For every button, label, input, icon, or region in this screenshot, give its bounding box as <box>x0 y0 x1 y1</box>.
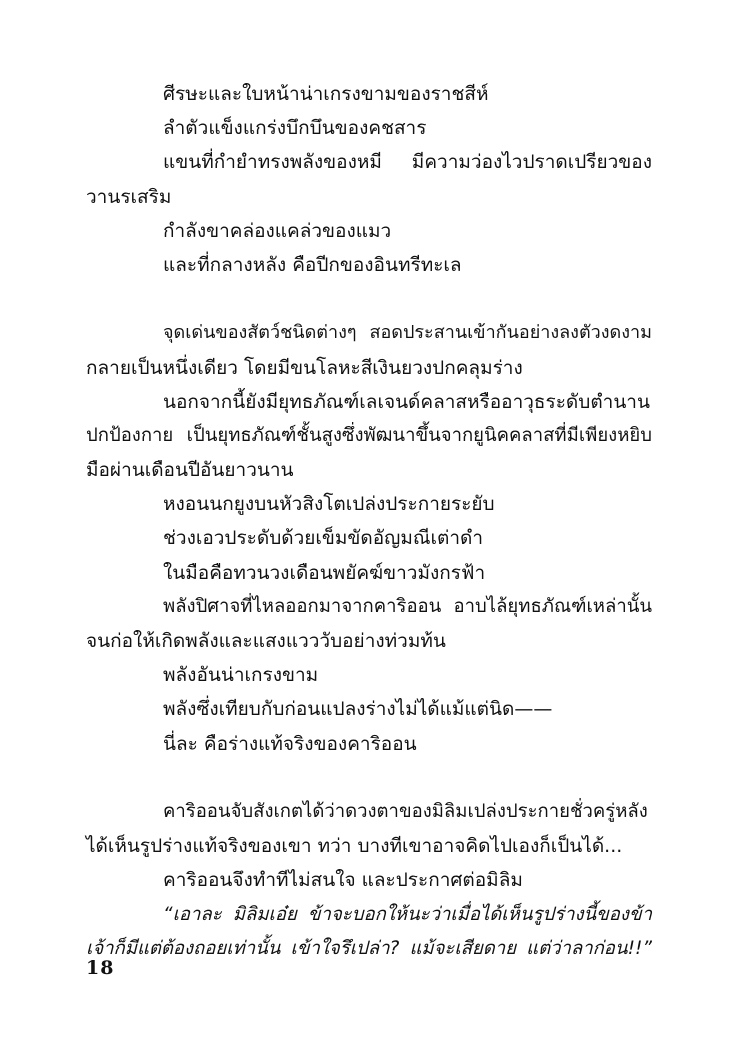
body-text <box>86 77 652 966</box>
page-number: 18 <box>86 957 115 979</box>
paragraph-break <box>86 761 652 795</box>
text-line: จุดเด่นของสัตว์ชนิดต่างๆ สอดประสานเข้ากันอย่างลงตัวงดงาม <box>163 322 652 344</box>
text-line: ศีรษะและใบหน้าน่าเกรงขามของราชสีห์ <box>163 83 489 105</box>
text-line: คาริออนจึงทำทีไม่สนใจ และประกาศต่อมิลิม <box>163 869 523 892</box>
text-line: หงอนนกยูงบนหัวสิงโตเปล่งประกายระยับ <box>163 493 495 516</box>
text-line: นี่ละ คือร่างแท้จริงของคาริออน <box>163 732 417 755</box>
paragraph-break <box>86 282 652 316</box>
text-line: ลำตัวแข็งแกร่งบึกบึนของคชสาร <box>163 117 427 140</box>
dialogue-line: เจ้าก็มีแต่ต้องถอยเท่านั้น เข้าใจรึเปล่า? แม้จะเสียดาย แต่ว่าลาก่อน!!” <box>86 937 652 959</box>
text-line: นอกจากนี้ยังมียุทธภัณฑ์เลเจนด์คลาสหรืออาวุธระดับตำนาน <box>163 390 650 413</box>
dialogue-line: “เอาละ มิลิมเอ๋ย ข้าจะบอกให้นะว่าเมื่อได้เห็นรูปร่างนี้ของข้า <box>163 903 652 925</box>
text-line: พลังซึ่งเทียบกับก่อนแปลงร่างไม่ได้แม้แต่นิด—— <box>163 698 553 721</box>
text-line: กลายเป็นหนึ่งเดียว โดยมีขนโลหะสีเงินยวงปกคลุมร่าง <box>86 356 523 379</box>
text-line: แขนที่กำยำทรงพลังของหมี มีความว่องไวปราดเปรียวของ <box>163 151 652 174</box>
text-line: จนก่อให้เกิดพลังและแสงแวววับอย่างท่วมท้น <box>86 630 446 652</box>
text-line: ได้เห็นรูปร่างแท้จริงของเขา ทว่า บางทีเขาอาจคิดไปเองก็เป็นได้... <box>86 835 623 858</box>
text-line: ช่วงเอวประดับด้วยเข็มขัดอัญมณีเต่าดำ <box>163 527 484 550</box>
text-line: ปกป้องกาย เป็นยุทธภัณฑ์ชั้นสูงซึ่งพัฒนาขึ้นจากยูนิคคลาสที่มีเพียงหยิบ <box>86 424 652 446</box>
text-line: พลังปิศาจที่ไหลออกมาจากคาริออน อาบไล้ยุทธภัณฑ์เหล่านั้น <box>163 595 652 617</box>
text-line: วานรเสริม <box>86 185 172 208</box>
text-line: ในมือคือทวนวงเดือนพยัคฆ์ขาวมังกรฟ้า <box>163 561 486 584</box>
text-line: คาริออนจับสังเกตได้ว่าดวงตาของมิลิมเปล่งประกายชั่วครู่หลัง <box>163 800 648 822</box>
text-line: มือผ่านเดือนปีอันยาวนาน <box>86 459 294 482</box>
text-line: กำลังขาคล่องแคล่วของแมว <box>163 219 392 242</box>
text-line: และที่กลางหลัง คือปีกของอินทรีทะเล <box>163 253 462 276</box>
text-line: พลังอันน่าเกรงขาม <box>163 664 319 687</box>
